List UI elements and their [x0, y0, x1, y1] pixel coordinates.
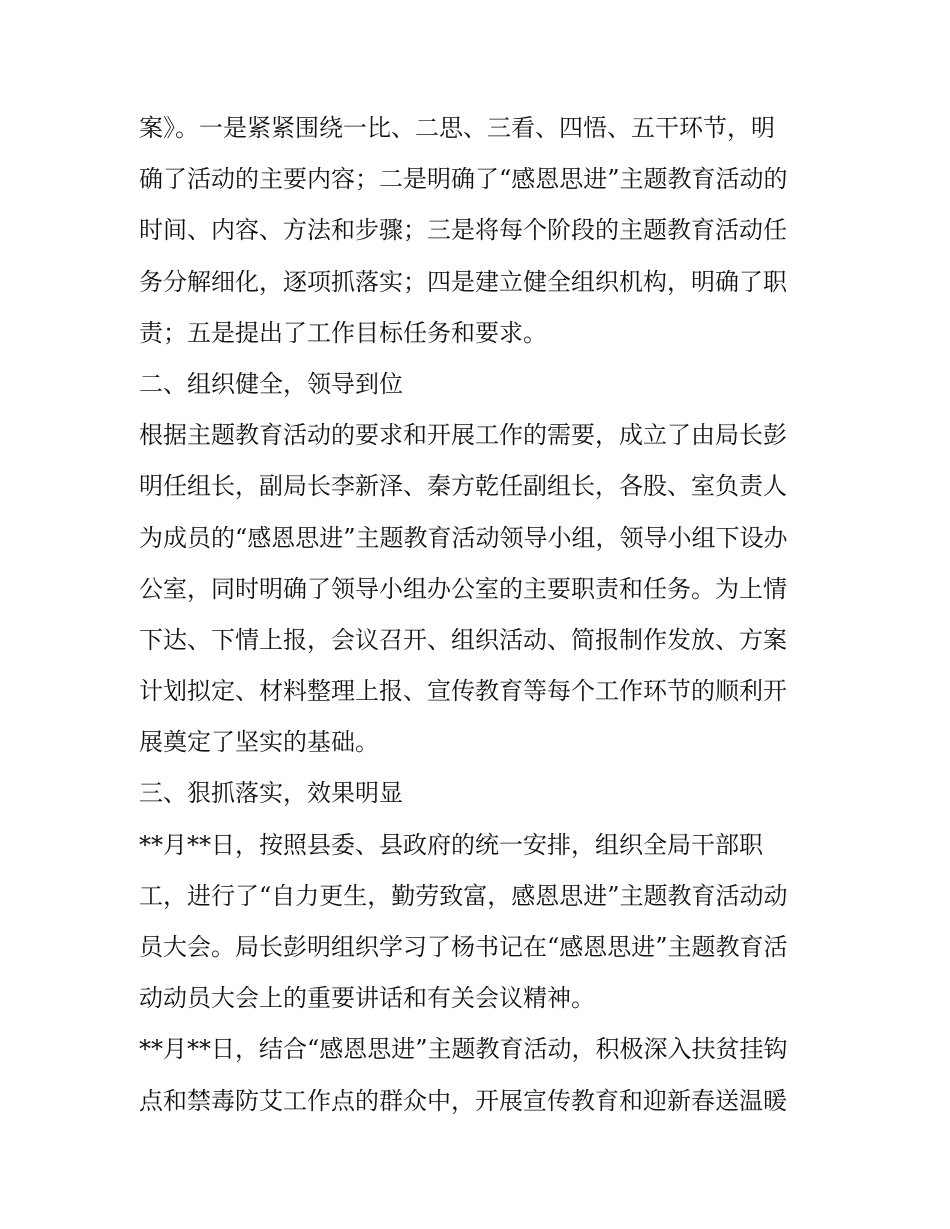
section-heading: 三、狠抓落实，效果明显 [139, 779, 403, 808]
paragraph-line: 案》。一是紧紧围绕一比、二思、三看、四悟、五干环节，明 [139, 114, 775, 142]
paragraph-line: 动动员大会上的重要讲话和有关会议精神。 [139, 984, 595, 1013]
paragraph-line: 为成员的“感恩思进”主题教育活动领导小组，领导小组下设办 [139, 523, 788, 552]
paragraph-line: 展奠定了坚实的基础。 [139, 728, 379, 757]
paragraph-line: 责；五是提出了工作目标任务和要求。 [139, 318, 547, 347]
paragraph-line: 时间、内容、方法和步骤；三是将每个阶段的主题教育活动任 [139, 216, 787, 245]
paragraph-line: **月**日，按照县委、县政府的统一安排，组织全局干部职 [139, 830, 763, 859]
paragraph-line: 点和禁毒防艾工作点的群众中，开展宣传教育和迎新春送温暖 [139, 1086, 787, 1115]
paragraph-line: 工，进行了“自力更生，勤劳致富，感恩思进”主题教育活动动 [139, 881, 788, 910]
paragraph-line: 下达、下情上报，会议召开、组织活动、简报制作发放、方案 [139, 625, 787, 654]
paragraph-line: 员大会。局长彭明组织学习了杨书记在“感恩思进”主题教育活 [139, 933, 788, 961]
paragraph-line: 公室，同时明确了领导小组办公室的主要职责和任务。为上情 [139, 574, 787, 603]
paragraph-line: 计划拟定、材料整理上报、宣传教育等每个工作环节的顺利开 [139, 677, 787, 706]
paragraph-line: 确了活动的主要内容；二是明确了“感恩思进”主题教育活动的 [139, 165, 788, 194]
section-heading: 二、组织健全，领导到位 [139, 369, 403, 398]
paragraph-line: **月**日，结合“感恩思进”主题教育活动，积极深入扶贫挂钩 [139, 1035, 788, 1064]
paragraph-line: 根据主题教育活动的要求和开展工作的需要，成立了由局长彭 [139, 421, 787, 450]
document-body [139, 103, 819, 1127]
paragraph-line: 务分解细化，逐项抓落实；四是建立健全组织机构，明确了职 [139, 267, 787, 296]
paragraph-line: 明任组长，副局长李新泽、秦方乾任副组长，各股、室负责人 [139, 472, 787, 501]
